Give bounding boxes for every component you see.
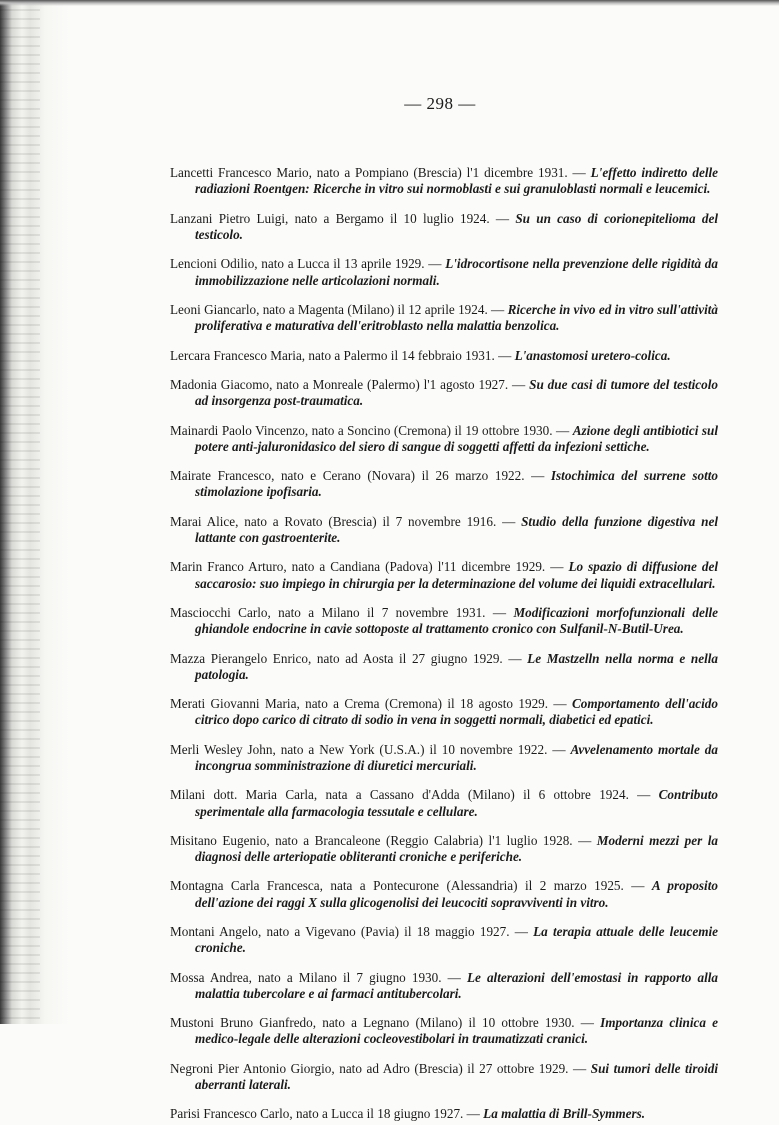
thesis-entry bbox=[170, 742, 718, 774]
entry-title: La malattia di Brill-Symmers. bbox=[483, 1106, 646, 1122]
entry-title: L'idrocortisone nella prevenzione delle rigidità da immobilizzazione nelle articolazioni normali. bbox=[195, 256, 718, 288]
thesis-entry bbox=[170, 833, 718, 865]
entry-title: Contributo sperimentale alla farmacologia tessutale e cellulare. bbox=[195, 787, 718, 819]
thesis-entry bbox=[170, 559, 718, 591]
entry-title: Studio della funzione digestiva nel lattante con gastroenterite. bbox=[195, 513, 718, 545]
entry-author: Mairate Francesco, nato e Cerano (Novara) il 26 marzo 1922. — bbox=[170, 468, 551, 484]
entry-author: Marin Franco Arturo, nato a Candiana (Padova) l'11 dicembre 1929. — bbox=[170, 559, 569, 575]
thesis-entry bbox=[170, 348, 718, 364]
entry-author: Lercara Francesco Maria, nato a Palermo il 14 febbraio 1931. — bbox=[170, 347, 515, 363]
entry-author: Marai Alice, nato a Rovato (Brescia) il 7 novembre 1916. — bbox=[170, 513, 522, 529]
entry-title: Comportamento dell'acido citrico dopo carico di citrato di sodio in vena in soggetti normali, diabetici ed epatici. bbox=[195, 696, 718, 728]
entry-author: Masciocchi Carlo, nato a Milano il 7 novembre 1931. — bbox=[170, 604, 514, 620]
entry-title: Ricerche in vivo ed in vitro sull'attività proliferativa e maturativa dell'eritroblasto nella malattia benzolica. bbox=[195, 301, 718, 334]
entry-title: Sui tumori delle tiroidi aberranti laterali. bbox=[195, 1060, 718, 1093]
entry-title: Moderni mezzi per la diagnosi delle arteriopatie obliteranti croniche e periferiche. bbox=[195, 832, 718, 865]
entry-author: Mazza Pierangelo Enrico, nato ad Aosta il 27 giugno 1929. — bbox=[170, 650, 528, 666]
thesis-entry bbox=[170, 165, 718, 197]
thesis-entry bbox=[170, 468, 718, 500]
entry-title: Importanza clinica e medico-legale delle alterazioni cocleovestibolari in traumatizzati cranici. bbox=[195, 1015, 718, 1047]
entry-title: Istochimica del surrene sotto stimolazione ipofisaria. bbox=[195, 468, 718, 500]
thesis-entry bbox=[170, 605, 718, 637]
thesis-entry bbox=[170, 514, 718, 546]
entry-author: Montagna Carla Francesca, nata a Pontecurone (Alessandria) il 2 marzo 1925. — bbox=[170, 878, 652, 894]
thesis-entry bbox=[170, 878, 718, 910]
entry-title: Le Mastzelln nella norma e nella patologia. bbox=[195, 650, 719, 682]
entry-title: L'anastomosi uretero-colica. bbox=[514, 347, 671, 363]
scan-binding-edge bbox=[0, 0, 70, 1024]
entry-title: A proposito dell'azione dei raggi X sulla glicogenolisi dei leucociti sopravviventi in vitro. bbox=[195, 878, 718, 910]
entry-author: Mossa Andrea, nato a Milano il 7 giugno 1930. — bbox=[170, 969, 467, 985]
thesis-entry bbox=[170, 970, 718, 1002]
entry-author: Mainardi Paolo Vincenzo, nato a Soncino (Cremona) il 19 ottobre 1930. — bbox=[170, 422, 573, 438]
thesis-entry bbox=[170, 423, 718, 455]
entry-title: La terapia attuale delle leucemie croniche. bbox=[195, 924, 718, 956]
entry-author: Lencioni Odilio, nato a Lucca il 13 aprile 1929. — bbox=[170, 256, 446, 272]
entry-title: L'effetto indiretto delle radiazioni Roentgen: Ricerche in vitro sui normoblasti e sui granuloblasti normali e leucemici. bbox=[195, 165, 719, 197]
entry-title: Azione degli antibiotici sul potere anti-jaluronidasico del siero di sangue di soggetti affetti da infezioni settiche. bbox=[195, 422, 718, 454]
entry-author: Lancetti Francesco Mario, nato a Pompiano (Brescia) l'1 dicembre 1931. — bbox=[170, 165, 591, 181]
entry-title: Lo spazio di diffusione del saccarosio: suo impiego in chirurgia per la determinazione del volume dei liquidi extracellulari. bbox=[195, 559, 718, 591]
entry-title: Avvelenamento mortale da incongrua somministrazione di diuretici mercuriali. bbox=[195, 741, 718, 773]
thesis-entry bbox=[170, 1061, 718, 1093]
thesis-entry bbox=[170, 302, 718, 334]
thesis-entry bbox=[170, 924, 718, 956]
scan-top-edge bbox=[0, 0, 779, 6]
thesis-entry bbox=[170, 377, 718, 409]
thesis-entry bbox=[170, 1106, 718, 1122]
entry-author: Madonia Giacomo, nato a Monreale (Palermo) l'1 agosto 1927. — bbox=[170, 376, 530, 392]
entry-author: Mustoni Bruno Gianfredo, nato a Legnano (Milano) il 10 ottobre 1930. — bbox=[170, 1015, 601, 1031]
page-number: — 298 — bbox=[404, 94, 476, 113]
entry-author: Leoni Giancarlo, nato a Magenta (Milano) il 12 aprile 1924. — bbox=[170, 301, 508, 317]
entry-author: Parisi Francesco Carlo, nato a Lucca il 18 giugno 1927. — bbox=[170, 1106, 484, 1122]
entry-author: Negroni Pier Antonio Giorgio, nato ad Adro (Brescia) il 27 ottobre 1929. — bbox=[170, 1060, 591, 1076]
entry-title: Le alterazioni dell'emostasi in rapporto alla malattia tubercolare e ai farmaci antitubercolari. bbox=[195, 969, 718, 1001]
entry-author: Montani Angelo, nato a Vigevano (Pavia) il 18 maggio 1927. — bbox=[170, 924, 534, 940]
thesis-list bbox=[170, 152, 718, 1125]
entry-author: Milani dott. Maria Carla, nata a Cassano d'Adda (Milano) il 6 ottobre 1924. — bbox=[170, 787, 659, 803]
thesis-entry bbox=[170, 211, 718, 243]
entry-author: Misitano Eugenio, nato a Brancaleone (Reggio Calabria) l'1 luglio 1928. — bbox=[170, 832, 597, 848]
entry-title: Su un caso di corionepitelioma del testicolo. bbox=[195, 210, 718, 242]
entry-title: Modificazioni morfofunzionali delle ghiandole endocrine in cavie sottoposte al trattamento cronico con Sulfanil-N-Butil-Urea. bbox=[195, 604, 719, 637]
entry-author: Merati Giovanni Maria, nato a Crema (Cremona) il 18 agosto 1929. — bbox=[170, 696, 572, 712]
entry-title: Su due casi di tumore del testicolo ad insorgenza post-traumatica. bbox=[195, 376, 718, 409]
thesis-entry bbox=[170, 1015, 718, 1047]
entry-author: Merli Wesley John, nato a New York (U.S.A.) il 10 novembre 1922. — bbox=[170, 741, 571, 757]
thesis-entry bbox=[170, 696, 718, 728]
thesis-entry bbox=[170, 651, 718, 683]
entry-author: Lanzani Pietro Luigi, nato a Bergamo il 10 luglio 1924. — bbox=[170, 210, 516, 226]
thesis-entry bbox=[170, 256, 718, 288]
thesis-entry bbox=[170, 787, 718, 819]
